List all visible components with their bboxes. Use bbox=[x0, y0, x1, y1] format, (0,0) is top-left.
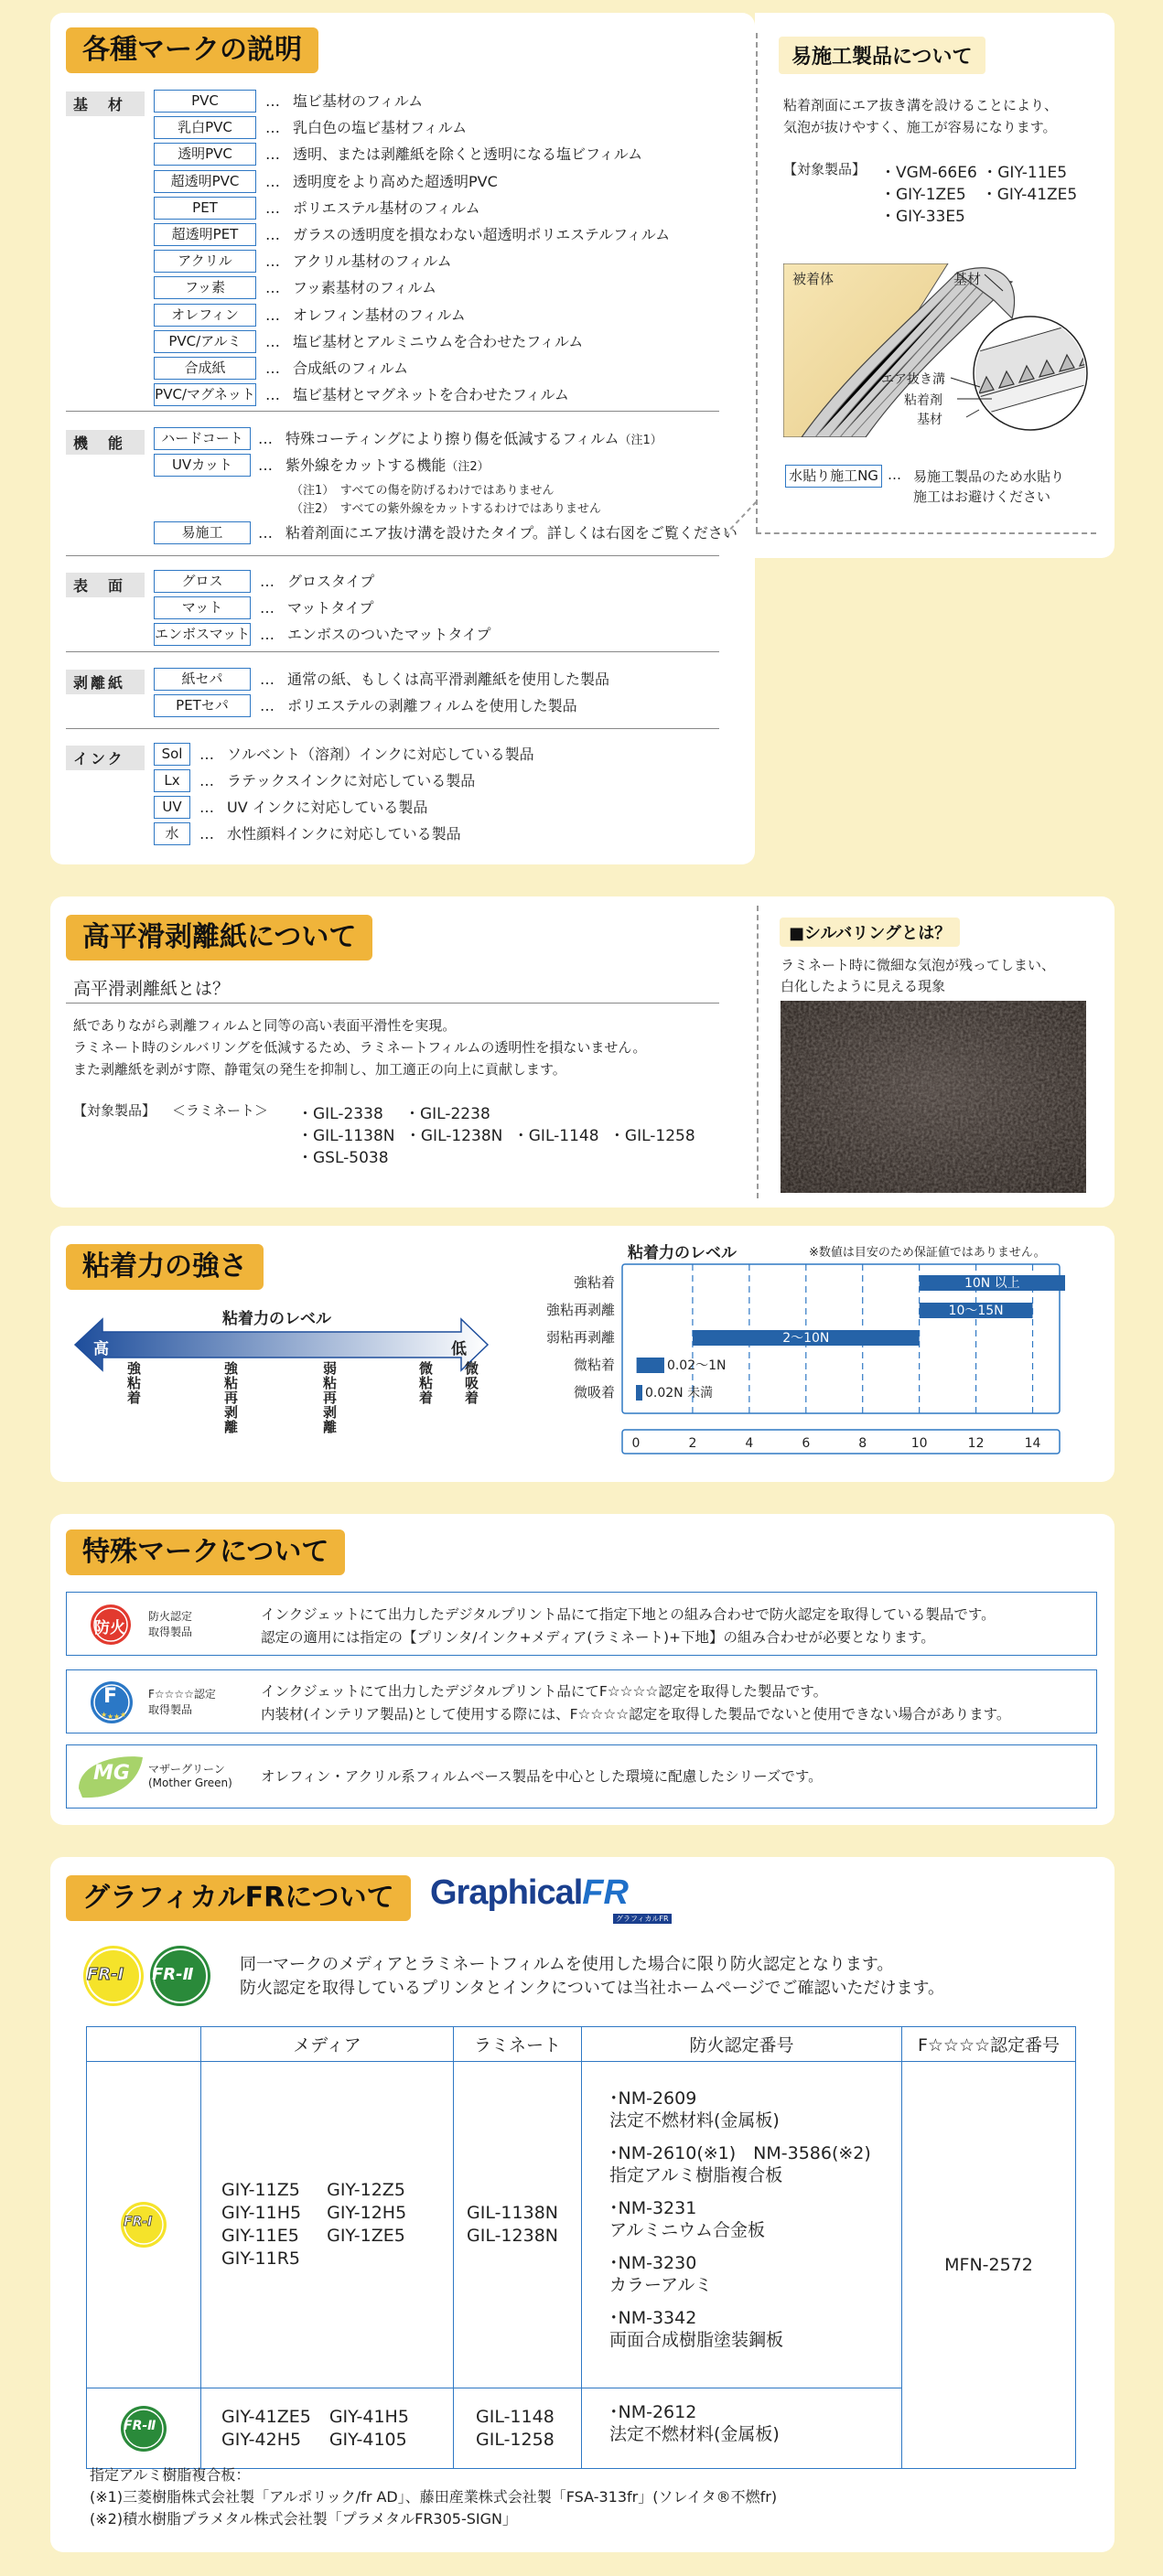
table-header: メディア bbox=[201, 2027, 454, 2062]
svg-text:★: ★ bbox=[120, 1711, 127, 1719]
table-cell-line: GIY-41ZE5 bbox=[221, 2406, 311, 2427]
fr2-cell bbox=[87, 2388, 201, 2469]
dots: … bbox=[265, 145, 280, 164]
dots: … bbox=[265, 92, 280, 110]
mark-f4star-box bbox=[66, 1669, 1097, 1733]
level-label: 微吸着 bbox=[463, 1361, 479, 1405]
note-ref-2: （注2） bbox=[446, 460, 490, 474]
mark-tag: フッ素 bbox=[154, 276, 256, 299]
dots: … bbox=[199, 799, 214, 816]
mark-tag: 合成紙 bbox=[154, 357, 256, 380]
mark-desc: ガラスの透明度を損なわない超透明ポリエステルフィルム bbox=[293, 226, 671, 243]
fr2-badge-text: FR-Ⅱ bbox=[152, 1965, 194, 1984]
cert-item bbox=[609, 2088, 901, 2131]
table-cell-line: GIY-11E5 bbox=[221, 2226, 299, 2246]
mark-row bbox=[260, 694, 577, 717]
mark-row bbox=[265, 383, 569, 406]
category-label: 弱粘再剥離 bbox=[545, 1329, 615, 1346]
ng-text-1: 易施工製品のため水貼り bbox=[913, 468, 1065, 485]
silvering-text-1: ラミネート時に微細な気泡が残ってしまい、 bbox=[781, 957, 1056, 973]
mothergreen-text-1: オレフィン・アクリル系フィルムベース製品を中心とした環境に配慮したシリーズです。 bbox=[261, 1768, 823, 1785]
divider bbox=[756, 532, 1096, 534]
fr2-table-badge-text: FR-Ⅱ bbox=[124, 2418, 156, 2433]
graphical-logo-fr: FR bbox=[582, 1873, 629, 1912]
media-col-1 bbox=[221, 2179, 301, 2270]
special-marks-title: 特殊マークについて bbox=[66, 1530, 345, 1575]
dots: … bbox=[199, 746, 214, 763]
mark-row bbox=[265, 197, 480, 220]
silvering-photo bbox=[781, 1001, 1086, 1193]
footnote-2: (※2)積水樹脂プラメタル株式会社製「プラメタルFR305-SIGN」 bbox=[90, 2510, 517, 2528]
cert-number: ･NM-3342 bbox=[609, 2308, 697, 2328]
table-cell-line: GIL-1148 bbox=[476, 2406, 555, 2427]
mark-tag: Sol bbox=[154, 743, 190, 766]
divider bbox=[66, 1003, 719, 1004]
mark-desc: アクリル基材のフィルム bbox=[293, 252, 452, 271]
cert-number: ･NM-2609 bbox=[609, 2088, 697, 2109]
label-base: 基材 bbox=[953, 271, 982, 287]
mark-tag: グロス bbox=[154, 570, 251, 593]
chart-title: 粘着力のレベル bbox=[628, 1244, 737, 1262]
svg-text:★: ★ bbox=[113, 1712, 121, 1721]
graphical-logo-text: Graphical bbox=[430, 1873, 583, 1912]
tag-uvcut: UVカット bbox=[154, 454, 251, 477]
dots: … bbox=[199, 825, 214, 843]
table-cell-line: GIY-41H5 bbox=[328, 2406, 409, 2427]
laminate-list bbox=[467, 2202, 581, 2248]
mark-tag: 乳白PVC bbox=[154, 116, 256, 139]
liner-products-2: ・GIL-1138N ・GIL-1238N ・GIL-1148 ・GIL-1258 bbox=[297, 1127, 695, 1145]
dots: … bbox=[199, 772, 214, 789]
table-cell-line: GIL-1258 bbox=[476, 2429, 555, 2450]
mark-desc: 水性顔料インクに対応している製品 bbox=[227, 825, 461, 843]
fireproof-name-1: 防火認定 bbox=[148, 1610, 193, 1623]
easy-apply-products-2: ・GIY-1ZE5 ・GIY-41ZE5 bbox=[880, 186, 1078, 204]
easy-apply-text-2: 気泡が抜けやすく、施工が容易になります。 bbox=[783, 119, 1057, 135]
mark-row bbox=[265, 276, 436, 299]
laminate-list bbox=[476, 2406, 581, 2452]
mark-desc: UV インクに対応している製品 bbox=[227, 799, 428, 816]
category-surface: 表 面 bbox=[66, 573, 145, 597]
desc-easy: 粘着剤面にエア抜け溝を設けたタイプ。詳しくは右図をご覧ください bbox=[285, 524, 738, 542]
x-tick-label: 6 bbox=[802, 1436, 811, 1451]
fr1-table-badge-text: FR-Ⅰ bbox=[124, 2215, 153, 2229]
table-cell-line: GIY-12Z5 bbox=[327, 2180, 405, 2200]
media-col-2 bbox=[327, 2179, 406, 2270]
mark-row bbox=[265, 304, 466, 327]
mothergreen-name-2: (Mother Green) bbox=[148, 1776, 232, 1789]
bar-label: 10N 以上 bbox=[964, 1276, 1020, 1291]
bar-label: 0.02～1N bbox=[666, 1358, 727, 1373]
mark-row bbox=[260, 570, 374, 593]
cert-number: ･NM-3231 bbox=[609, 2198, 697, 2218]
dots: … bbox=[260, 697, 275, 714]
cert-list bbox=[609, 2401, 901, 2445]
f4star-name-2: 取得製品 bbox=[148, 1703, 193, 1716]
mark-tag: PETセパ bbox=[154, 694, 251, 717]
dots: … bbox=[265, 119, 280, 137]
laminate-cell bbox=[454, 2062, 582, 2388]
dots: … bbox=[265, 332, 280, 350]
mark-desc: 通常の紙、もしくは高平滑剥離紙を使用した製品 bbox=[287, 671, 610, 688]
mark-desc: ポリエステル基材のフィルム bbox=[293, 199, 480, 217]
media-col-1 bbox=[221, 2406, 311, 2452]
mark-desc: エンボスのついたマットタイプ bbox=[287, 626, 491, 643]
mark-desc: 乳白色の塩ビ基材フィルム bbox=[293, 119, 468, 137]
mark-tag: 超透明PVC bbox=[154, 170, 256, 193]
low-label: 低 bbox=[451, 1340, 467, 1358]
cert-item bbox=[609, 2197, 901, 2241]
mark-row bbox=[265, 357, 408, 380]
mark-tag: PVC bbox=[154, 90, 256, 113]
easy-apply-products-label: 【対象製品】 bbox=[783, 161, 867, 177]
mark-tag: 超透明PET bbox=[154, 223, 256, 246]
dots: … bbox=[258, 430, 273, 447]
mark-tag: マット bbox=[154, 596, 251, 619]
table-row bbox=[87, 2062, 1076, 2388]
x-tick-label: 8 bbox=[858, 1436, 867, 1451]
level-label: 微粘着 bbox=[417, 1361, 434, 1405]
mark-row bbox=[199, 743, 534, 766]
f-cert-number: MFN-2572 bbox=[944, 2255, 1033, 2275]
fireproof-text-2: 認定の適用には指定の【プリンタ/インク+メディア(ラミネート)+下地】の組み合わせが必要となります。 bbox=[261, 1629, 935, 1646]
mark-desc: ポリエステルの剥離フィルムを使用した製品 bbox=[287, 697, 577, 714]
graphical-intro-1: 同一マークのメディアとラミネートフィルムを使用した場合に限り防火認定となります。 bbox=[240, 1955, 894, 1974]
liner-products-1a: ・GIL-2338 bbox=[297, 1105, 383, 1123]
table-cell-line: GIY-4105 bbox=[328, 2429, 407, 2450]
table-cell-line: GIY-1ZE5 bbox=[327, 2226, 405, 2246]
graphical-intro-2: 防火認定を取得しているプリンタとインクについては当社ホームページでご確認いただけます。 bbox=[240, 1979, 945, 1998]
mark-row bbox=[260, 596, 374, 619]
easy-apply-title: 易施工製品について bbox=[779, 37, 985, 74]
mark-tag: PET bbox=[154, 197, 256, 220]
mark-desc: グロスタイプ bbox=[287, 573, 375, 590]
category-label: 強粘再剥離 bbox=[545, 1302, 615, 1318]
cert-item bbox=[609, 2307, 901, 2351]
dots: … bbox=[265, 306, 280, 324]
x-tick-label: 0 bbox=[631, 1436, 641, 1451]
dots: … bbox=[265, 386, 280, 404]
graphical-logo-sub: グラフィカルFR bbox=[613, 1914, 672, 1924]
dots: … bbox=[265, 252, 280, 271]
table-header: F☆☆☆☆認定番号 bbox=[902, 2027, 1076, 2062]
desc-hardcoat: 特殊コーティングにより擦り傷を低減するフィルム bbox=[285, 430, 619, 447]
bar-label: 2～10N bbox=[782, 1331, 830, 1346]
cert-desc: 両面合成樹脂塗装鋼板 bbox=[609, 2330, 784, 2350]
mark-row bbox=[260, 668, 609, 691]
mark-tag: UV bbox=[154, 796, 190, 819]
mothergreen-name-1: マザーグリーン bbox=[148, 1763, 225, 1776]
label-base-2: 基材 bbox=[917, 413, 942, 427]
fireproof-icon-text: 防火 bbox=[94, 1619, 125, 1637]
mark-tag: PVC/マグネット bbox=[154, 383, 256, 406]
table-cell-line: GIY-42H5 bbox=[221, 2429, 302, 2450]
svg-text:★: ★ bbox=[107, 1712, 114, 1721]
desc-uvcut: 紫外線をカットする機能 bbox=[285, 456, 447, 474]
mark-row bbox=[265, 143, 642, 166]
graphical-fr-title: グラフィカルFRについて bbox=[66, 1875, 411, 1921]
bar bbox=[636, 1385, 642, 1401]
dots: … bbox=[265, 226, 280, 243]
cert-desc: 指定アルミ樹脂複合板 bbox=[609, 2165, 783, 2185]
silvering-text-2: 白化したように見える現象 bbox=[781, 978, 946, 994]
bar-label: 10～15N bbox=[948, 1304, 1004, 1318]
dots: … bbox=[260, 671, 275, 688]
table-cell-line: GIL-1238N bbox=[467, 2226, 559, 2246]
ng-text-2: 施工はお避けください bbox=[913, 488, 1051, 505]
fr-table bbox=[86, 2026, 1076, 2469]
f4star-text-1: インクジェットにて出力したデジタルプリント品にてF☆☆☆☆認定を取得した製品です。 bbox=[261, 1683, 828, 1700]
mark-row bbox=[199, 769, 475, 792]
table-cell-line: GIY-11Z5 bbox=[221, 2180, 300, 2200]
mark-tag: アクリル bbox=[154, 250, 256, 273]
cert-list bbox=[609, 2088, 901, 2351]
cert-item bbox=[609, 2142, 901, 2186]
divider bbox=[66, 411, 719, 412]
mark-row bbox=[265, 250, 452, 273]
dots: … bbox=[265, 360, 280, 377]
f4star-icon-text: F bbox=[103, 1685, 118, 1708]
table-cell-line: GIY-11H5 bbox=[221, 2203, 302, 2223]
table-header bbox=[87, 2027, 201, 2062]
table-header: 防火認定番号 bbox=[582, 2027, 902, 2062]
liner-subtitle: 高平滑剥離紙とは？ bbox=[73, 979, 231, 999]
category-base: 基 材 bbox=[66, 91, 145, 116]
tag-hardcoat: ハードコート bbox=[154, 427, 251, 450]
dots: … bbox=[260, 573, 275, 590]
bar-label: 0.02N 未満 bbox=[645, 1386, 714, 1401]
mark-row bbox=[265, 330, 583, 353]
media-cell bbox=[201, 2062, 454, 2388]
table-header: ラミネート bbox=[454, 2027, 582, 2062]
mark-tag: エンボスマット bbox=[154, 623, 251, 646]
mark-desc: 合成紙のフィルム bbox=[293, 360, 409, 377]
dots: … bbox=[265, 199, 280, 217]
f4star-name-1: F☆☆☆☆認定 bbox=[148, 1688, 216, 1701]
category-label: 微吸着 bbox=[573, 1384, 615, 1401]
mark-row bbox=[199, 796, 427, 819]
function-row bbox=[258, 427, 662, 450]
mark-desc: オレフィン基材のフィルム bbox=[293, 306, 466, 324]
x-tick-label: 14 bbox=[1024, 1436, 1041, 1451]
cert-item bbox=[609, 2252, 901, 2296]
table-header-row bbox=[87, 2027, 1076, 2062]
divider bbox=[66, 555, 719, 556]
liner-title: 高平滑剥離紙について bbox=[66, 915, 372, 961]
mark-row bbox=[265, 223, 670, 246]
dots: … bbox=[258, 524, 273, 542]
divider bbox=[757, 906, 759, 1198]
mark-desc: マットタイプ bbox=[287, 599, 374, 617]
note-1: （注1） すべての傷を防げるわけではありません bbox=[291, 484, 555, 498]
cert-item bbox=[609, 2401, 901, 2445]
mark-desc: 透明、または剥離紙を除くと透明になる塩ビフィルム bbox=[293, 145, 643, 164]
tag-water-ng: 水貼り施工NG bbox=[785, 465, 882, 488]
cert-desc: アルミニウム合金板 bbox=[609, 2220, 766, 2240]
dots: … bbox=[265, 279, 280, 297]
laminate-cell bbox=[454, 2388, 582, 2469]
media-col-2 bbox=[329, 2406, 409, 2452]
label-adhesive: 粘着剤 bbox=[904, 393, 942, 408]
adhesion-title: 粘着力の強さ bbox=[66, 1244, 264, 1290]
cert-number: ･NM-2612 bbox=[609, 2401, 697, 2422]
mark-desc: ソルベント（溶剤）インクに対応している製品 bbox=[227, 746, 534, 763]
function-row bbox=[258, 454, 490, 477]
level-label: 弱粘再剥離 bbox=[321, 1361, 338, 1434]
mark-tag: PVC/アルミ bbox=[154, 330, 256, 353]
liner-products-category: ＜ラミネート＞ bbox=[172, 1102, 269, 1119]
tag-easy: 易施工 bbox=[154, 521, 251, 544]
liner-text-2: ラミネート時のシルバリングを低減するため、ラミネートフィルムの透明性を損ないません。 bbox=[73, 1039, 647, 1056]
mark-desc: 透明度をより高めた超透明PVC bbox=[293, 172, 498, 190]
bar bbox=[637, 1358, 664, 1373]
dots: … bbox=[258, 456, 273, 474]
dots: … bbox=[260, 626, 275, 643]
dots: … bbox=[260, 599, 275, 617]
mark-desc: 塩ビ基材のフィルム bbox=[293, 92, 424, 110]
dots: … bbox=[888, 467, 901, 483]
mothergreen-icon-text: MG bbox=[93, 1762, 130, 1785]
cert-number: ･NM-2610(※1) NM-3586(※2) bbox=[609, 2143, 871, 2163]
category-liner: 剥離紙 bbox=[66, 670, 145, 694]
dots: … bbox=[265, 172, 280, 190]
fireproof-name-2: 取得製品 bbox=[148, 1626, 193, 1638]
f-cert-cell bbox=[902, 2062, 1076, 2469]
svg-text:★: ★ bbox=[101, 1711, 108, 1719]
mark-desc: 塩ビ基材とマグネットを合わせたフィルム bbox=[293, 386, 569, 404]
easy-apply-text-1: 粘着剤面にエア抜き溝を設けることにより、 bbox=[783, 97, 1059, 113]
liner-text-1: 紙でありながら剥離フィルムと同等の高い表面平滑性を実現。 bbox=[73, 1017, 457, 1034]
x-tick-label: 12 bbox=[967, 1436, 985, 1451]
x-tick-label: 4 bbox=[745, 1436, 754, 1451]
liner-products-1b: ・GIL-2238 bbox=[404, 1105, 490, 1123]
easy-apply-products-3: ・GIY-33E5 bbox=[880, 208, 965, 226]
mark-row bbox=[199, 822, 461, 845]
mark-desc: ラテックスインクに対応している製品 bbox=[227, 772, 476, 789]
mark-tag: 透明PVC bbox=[154, 143, 256, 166]
category-label: 強粘着 bbox=[573, 1274, 615, 1291]
liner-products-3: ・GSL-5038 bbox=[297, 1149, 389, 1167]
mark-tag: 水 bbox=[154, 822, 190, 845]
cert-desc: カラーアルミ bbox=[609, 2275, 713, 2295]
mark-desc: 塩ビ基材とアルミニウムを合わせたフィルム bbox=[293, 332, 584, 350]
category-function: 機 能 bbox=[66, 430, 145, 455]
label-groove: エア抜き溝 bbox=[881, 372, 945, 387]
x-tick-label: 10 bbox=[910, 1436, 928, 1451]
level-label: 強粘再剥離 bbox=[222, 1361, 239, 1434]
category-label: 微粘着 bbox=[573, 1357, 615, 1373]
adhesion-arrow-label: 粘着力のレベル bbox=[222, 1310, 331, 1328]
footnote-1: (※1)三菱樹脂株式会社製「アルポリック/fr AD」、藤田産業株式会社製「FSA-313fr」(ソレイタ®不燃fr) bbox=[90, 2488, 778, 2506]
label-adherend: 被着体 bbox=[792, 271, 835, 287]
divider bbox=[756, 33, 758, 532]
media-cell bbox=[201, 2388, 454, 2469]
cert-desc: 法定不燃材料(金属板) bbox=[609, 2423, 780, 2444]
table-cell-line: GIY-11R5 bbox=[221, 2249, 301, 2269]
chart-note: ※数値は目安のため保証値ではありません。 bbox=[809, 1246, 1046, 1260]
level-label: 強粘着 bbox=[125, 1361, 142, 1405]
marks-title: 各種マークの説明 bbox=[66, 27, 318, 73]
mark-row bbox=[265, 170, 498, 193]
mark-tag: オレフィン bbox=[154, 304, 256, 327]
pointer-line bbox=[723, 499, 759, 540]
cert-cell bbox=[582, 2388, 902, 2469]
graphical-logo bbox=[430, 1873, 669, 1923]
mark-row bbox=[260, 623, 491, 646]
adhesion-chart bbox=[512, 1261, 1107, 1466]
table-cell-line: GIL-1138N bbox=[467, 2203, 559, 2223]
cert-desc: 法定不燃材料(金属板) bbox=[609, 2110, 780, 2131]
high-label: 高 bbox=[93, 1340, 109, 1358]
note-ref-1: （注1） bbox=[619, 434, 662, 447]
note-2: （注2） すべての紫外線をカットするわけではありません bbox=[291, 502, 601, 516]
silvering-title: ■シルバリングとは？ bbox=[780, 918, 960, 947]
fr1-cell bbox=[87, 2062, 201, 2388]
x-tick-label: 2 bbox=[688, 1436, 697, 1451]
mark-tag: Lx bbox=[154, 769, 190, 792]
cert-number: ･NM-3230 bbox=[609, 2253, 697, 2273]
divider bbox=[66, 651, 719, 652]
category-ink: インク bbox=[66, 746, 145, 770]
mark-desc: フッ素基材のフィルム bbox=[293, 279, 436, 297]
footnote-title: 指定アルミ樹脂複合板： bbox=[90, 2466, 251, 2484]
fireproof-text-1: インクジェットにて出力したデジタルプリント品にて指定下地との組み合わせで防火認定を取得している製品です。 bbox=[261, 1606, 996, 1623]
f4star-text-2: 内装材(インテリア製品)として使用する際には、F☆☆☆☆認定を取得した製品でないと使用できない場合があります。 bbox=[261, 1706, 1011, 1723]
easy-apply-products-1: ・VGM-66E6 ・GIY-11E5 bbox=[880, 164, 1068, 182]
liner-products-label: 【対象製品】 bbox=[73, 1102, 156, 1119]
table-cell-line: GIY-12H5 bbox=[327, 2203, 407, 2223]
cert-cell bbox=[582, 2062, 902, 2388]
fr1-badge-text: FR-Ⅰ bbox=[87, 1965, 124, 1984]
function-row bbox=[258, 521, 738, 544]
divider bbox=[66, 728, 719, 729]
mark-row bbox=[265, 90, 423, 113]
liner-text-3: また剥離紙を剥がす際、静電気の発生を抑制し、加工適正の向上に貢献します。 bbox=[73, 1061, 566, 1078]
mark-row bbox=[265, 116, 467, 139]
mark-tag: 紙セパ bbox=[154, 668, 251, 691]
